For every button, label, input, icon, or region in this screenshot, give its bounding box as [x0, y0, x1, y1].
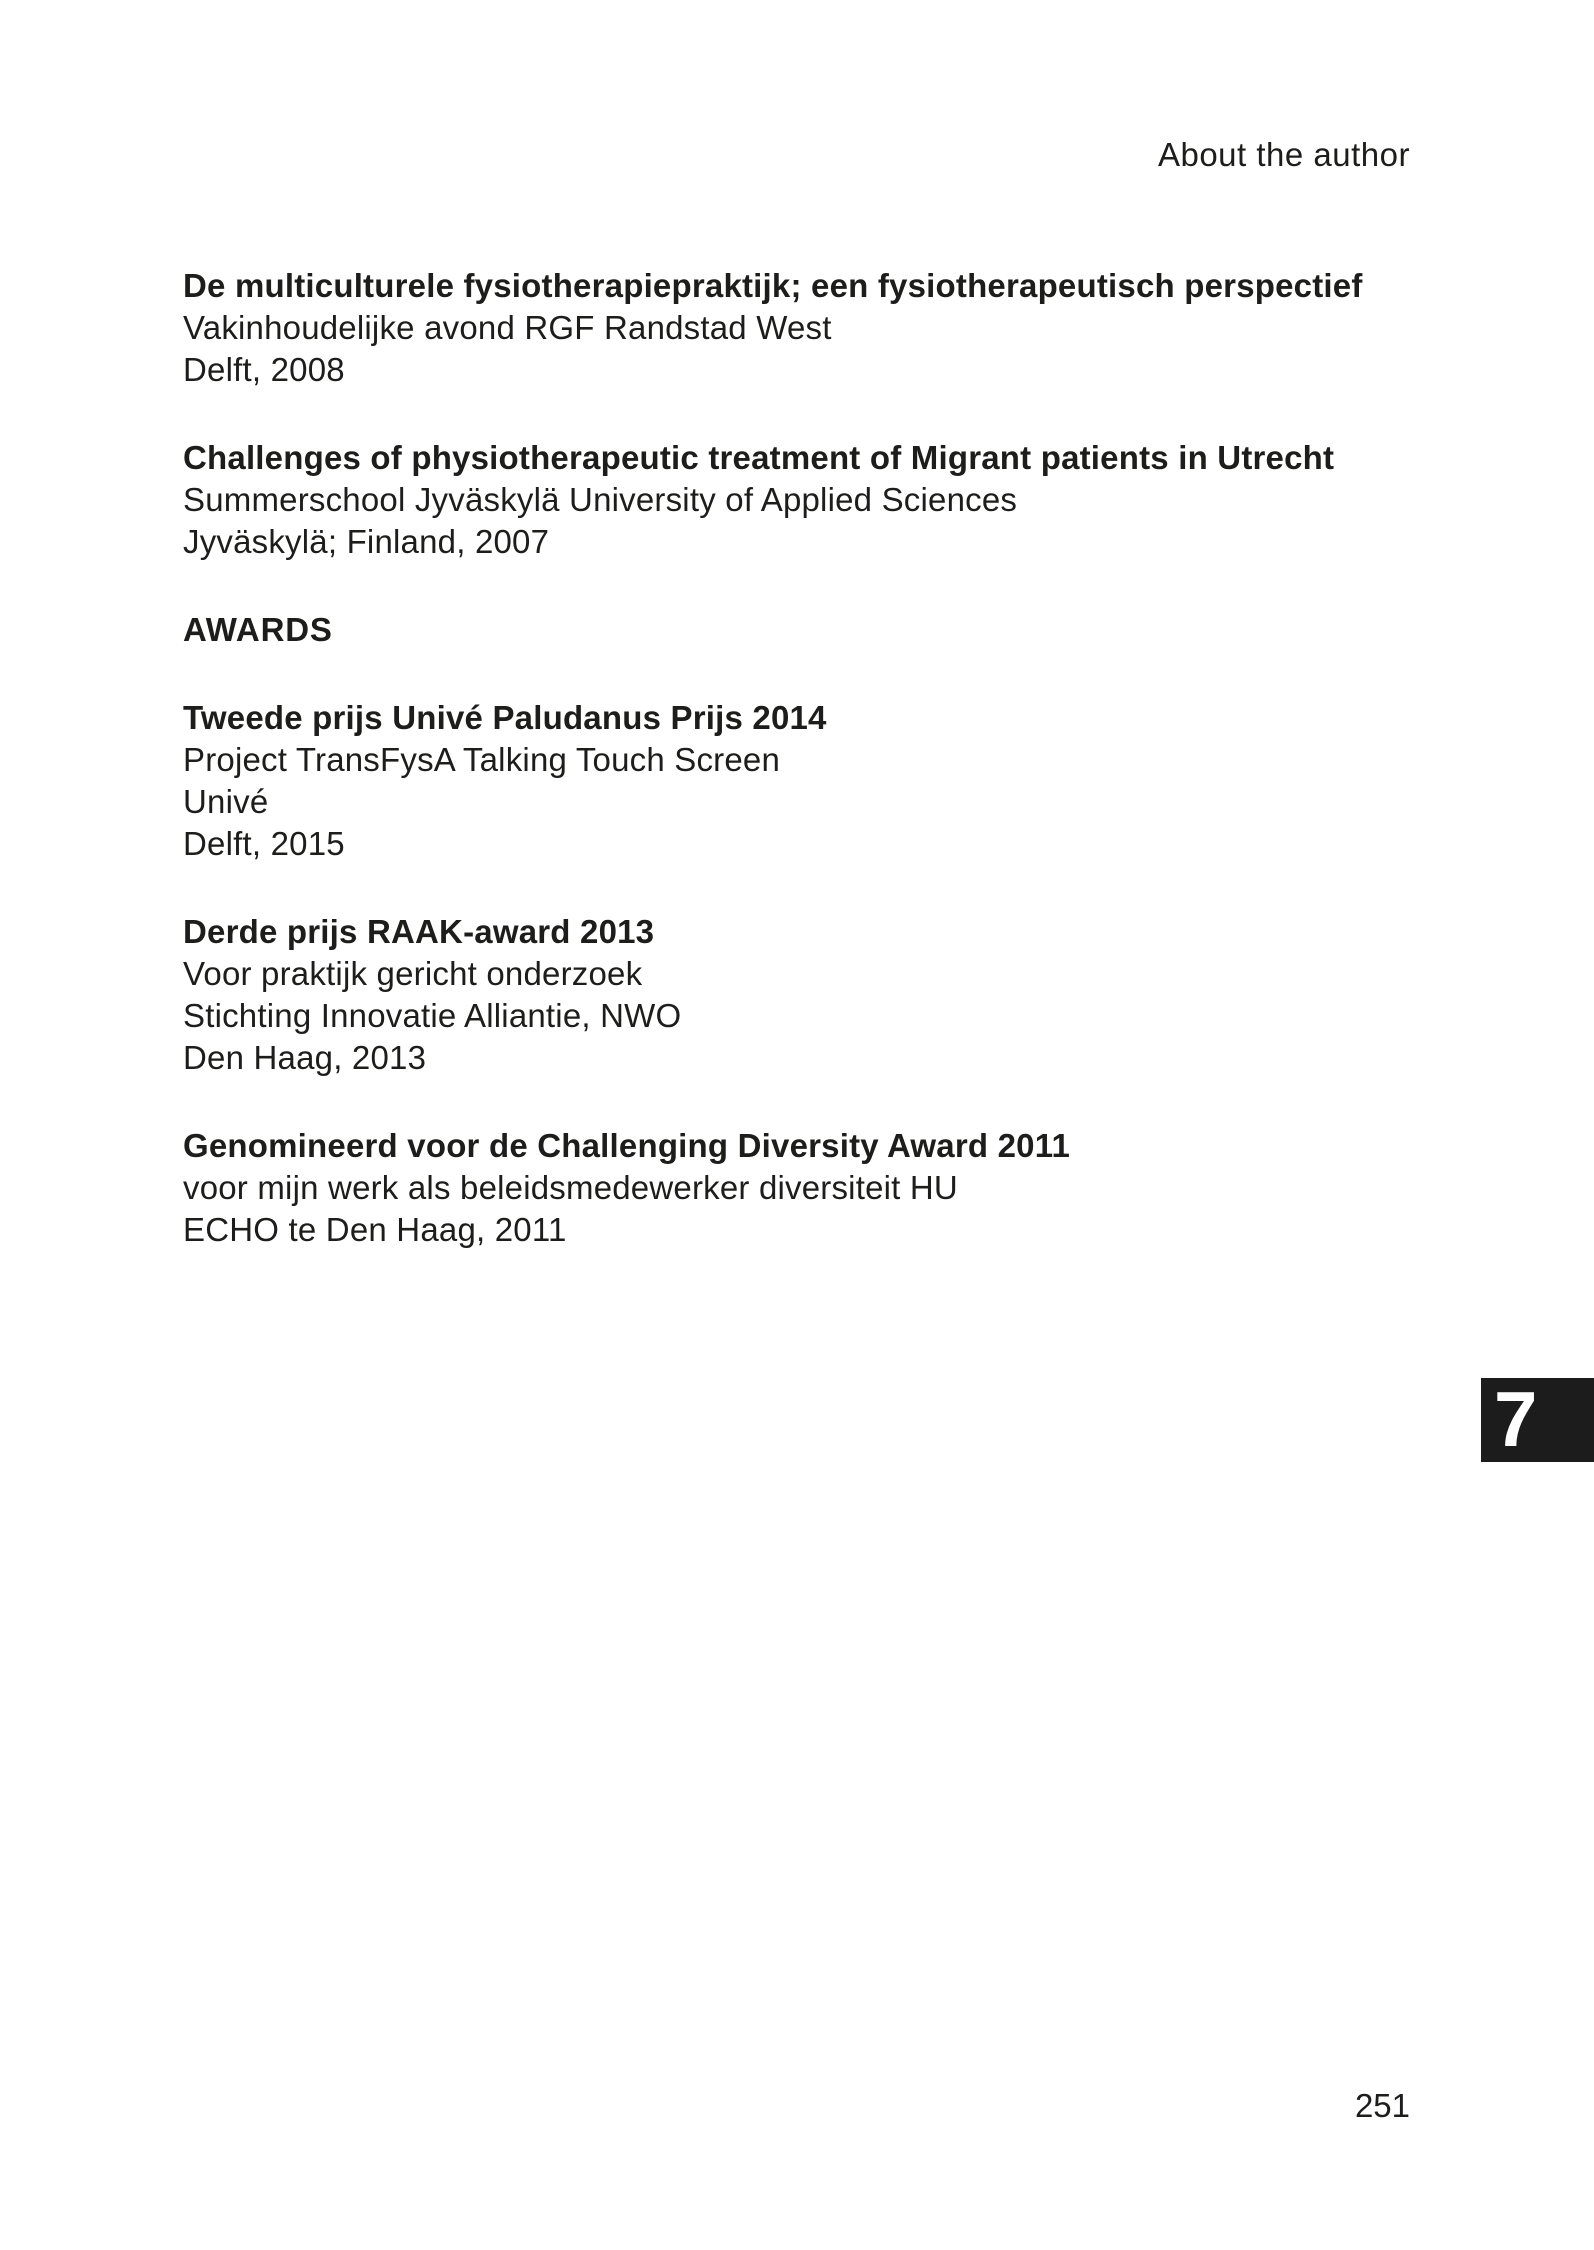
entry-line: Univé — [183, 783, 269, 820]
chapter-number: 7 — [1494, 1375, 1538, 1463]
entry-line: Den Haag, 2013 — [183, 1039, 427, 1076]
award-entry — [183, 697, 1410, 865]
award-entry — [183, 911, 1410, 1079]
entry-title: Tweede prijs Univé Paludanus Prijs 2014 — [183, 699, 827, 736]
award-entry — [183, 1125, 1410, 1251]
entry-title: Derde prijs RAAK-award 2013 — [183, 913, 655, 950]
presentation-entry — [183, 265, 1410, 391]
presentation-entry — [183, 437, 1410, 563]
entry-title: De multiculturele fysiotherapiepraktijk; een fysiotherapeutisch perspectief — [183, 267, 1363, 304]
entry-line: Vakinhoudelijke avond RGF Randstad West — [183, 309, 832, 346]
entry-title: Challenges of physiotherapeutic treatment of Migrant patients in Utrecht — [183, 439, 1335, 476]
running-header: About the author — [1157, 136, 1410, 173]
entry-title: Genomineerd voor de Challenging Diversity Award 2011 — [183, 1127, 1071, 1164]
entry-line: Delft, 2015 — [183, 825, 345, 862]
chapter-tab — [1481, 1375, 1594, 1463]
entry-line: Voor praktijk gericht onderzoek — [183, 955, 643, 992]
entry-line: Project TransFysA Talking Touch Screen — [183, 741, 781, 778]
entry-line: Jyväskylä; Finland, 2007 — [183, 523, 550, 560]
page-number: 251 — [1354, 2087, 1410, 2124]
entry-line: ECHO te Den Haag, 2011 — [183, 1211, 567, 1248]
awards-section-heading: AWARDS — [183, 611, 333, 648]
entry-line: Stichting Innovatie Alliantie, NWO — [183, 997, 682, 1034]
entry-line: voor mijn werk als beleidsmedewerker diversiteit HU — [183, 1169, 958, 1206]
entry-line: Delft, 2008 — [183, 351, 345, 388]
entry-line: Summerschool Jyväskylä University of Applied Sciences — [183, 481, 1018, 518]
content-column — [183, 0, 1410, 1297]
